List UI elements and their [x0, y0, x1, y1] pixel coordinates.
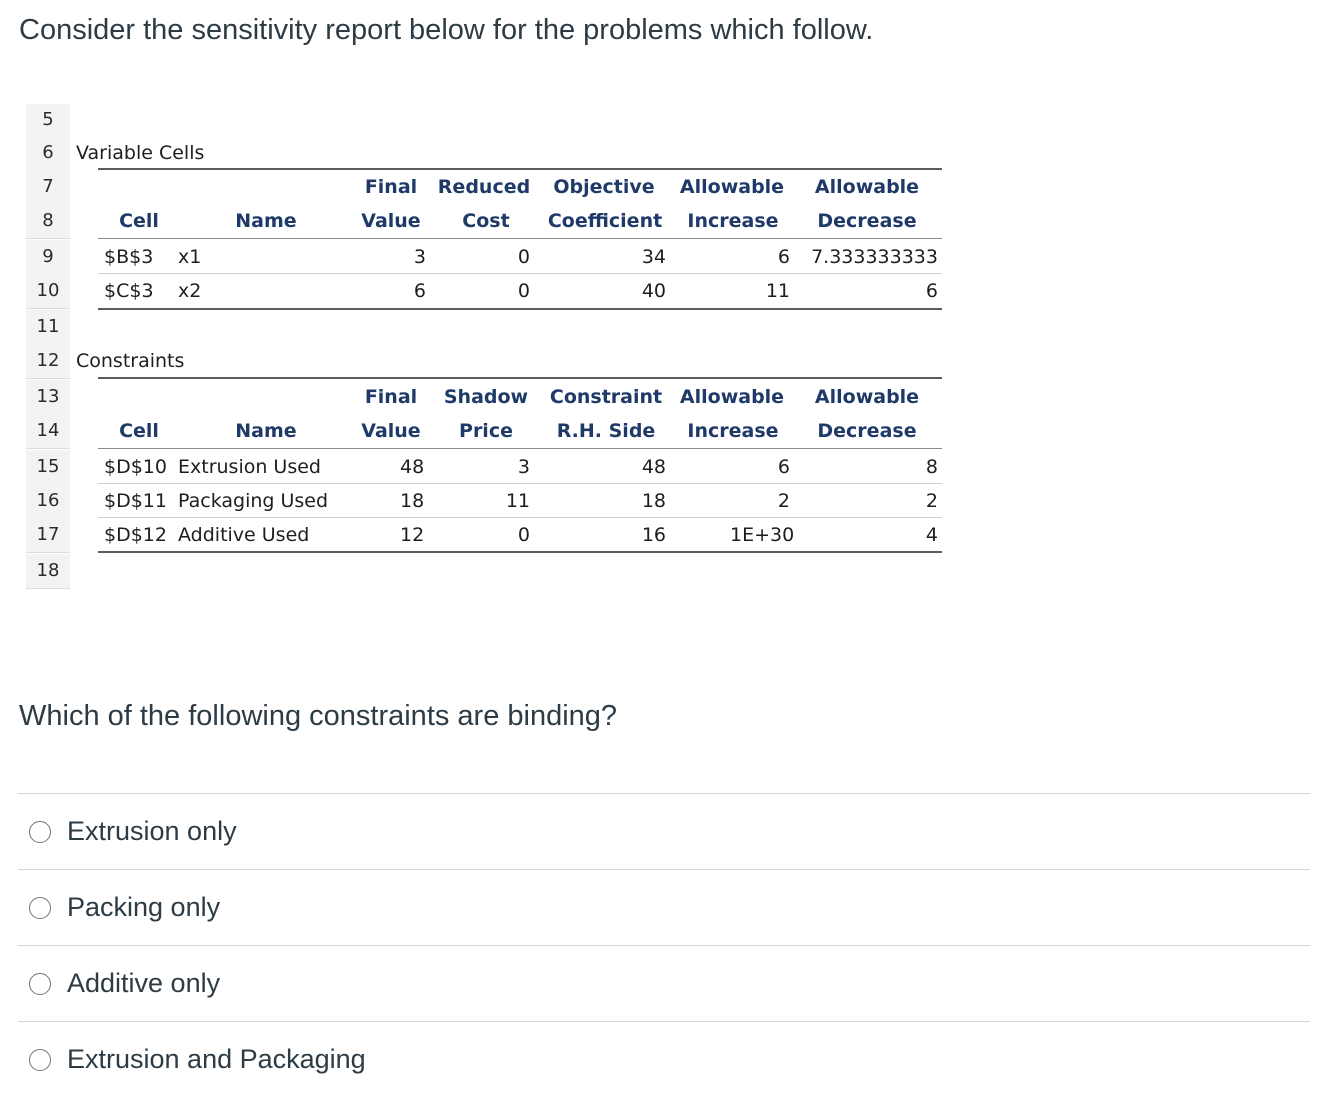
column-header: Increase [687, 210, 779, 232]
column-header: Price [459, 420, 513, 442]
column-header: Constraint [549, 386, 663, 408]
cell-ref: $C$3 [104, 280, 154, 302]
rhs-value: 16 [641, 524, 666, 546]
table-rule [98, 448, 942, 449]
table-rule [98, 551, 942, 553]
column-header: Increase [687, 420, 779, 442]
allowable-decrease: 8 [925, 456, 938, 478]
row-number: 15 [26, 450, 70, 485]
column-header: Final [364, 176, 418, 198]
cell-ref: $B$3 [104, 246, 154, 268]
row-number: 5 [26, 104, 70, 137]
column-header: Coefficient [547, 210, 663, 232]
final-value: 48 [400, 456, 425, 478]
column-header: Objective [553, 176, 655, 198]
allowable-increase: 6 [777, 246, 790, 268]
column-header: Allowable [679, 176, 785, 198]
answer-option[interactable] [18, 945, 1310, 1021]
rhs-value: 18 [641, 490, 666, 512]
allowable-decrease: 2 [925, 490, 938, 512]
cell-ref: $D$10 [104, 456, 167, 478]
objective-coefficient: 40 [641, 280, 666, 302]
table-rule [98, 238, 942, 239]
final-value: 6 [413, 280, 426, 302]
answer-option[interactable] [18, 869, 1310, 945]
column-header: Allowable [679, 386, 785, 408]
row-number: 6 [26, 136, 70, 171]
reduced-cost: 0 [517, 280, 530, 302]
row-number: 16 [26, 484, 70, 519]
column-header: Value [361, 420, 421, 442]
answer-option[interactable] [18, 1021, 1310, 1097]
final-value: 12 [400, 524, 425, 546]
answer-label: Additive only [67, 968, 221, 998]
question-text: Which of the following constraints are binding? [19, 700, 618, 732]
table-rule [98, 308, 942, 310]
row-number: 10 [26, 274, 70, 309]
column-header: Cell [119, 420, 159, 442]
radio-button[interactable] [29, 821, 51, 843]
allowable-decrease: 7.333333333 [811, 246, 938, 268]
row-number: 7 [26, 170, 70, 205]
column-header: Allowable [814, 386, 920, 408]
table-rule [98, 377, 942, 379]
constraints-title: Constraints [76, 350, 185, 372]
row-number: 17 [26, 518, 70, 553]
row-number: 13 [26, 380, 70, 415]
column-header: Reduced [437, 176, 531, 198]
cell-ref: $D$12 [104, 524, 167, 546]
variable-cells-title: Variable Cells [76, 142, 205, 164]
column-header: Cell [119, 210, 159, 232]
answer-list [18, 793, 1310, 1097]
reduced-cost: 0 [517, 246, 530, 268]
shadow-price: 3 [517, 456, 530, 478]
row-number: 18 [26, 554, 70, 589]
column-header: Cost [462, 210, 510, 232]
row-number: 8 [26, 204, 70, 239]
row-number: 12 [26, 344, 70, 379]
objective-coefficient: 34 [641, 246, 666, 268]
column-header: Decrease [817, 420, 917, 442]
row-number: 14 [26, 414, 70, 449]
allowable-increase: 1E+30 [730, 524, 795, 546]
column-header: Shadow [443, 386, 529, 408]
answer-label: Extrusion only [67, 816, 237, 846]
rhs-value: 48 [641, 456, 666, 478]
intro-text: Consider the sensitivity report below for the problems which follow. [19, 14, 874, 46]
final-value: 18 [400, 490, 425, 512]
column-header: Name [235, 420, 297, 442]
allowable-increase: 6 [777, 456, 790, 478]
allowable-increase: 11 [765, 280, 790, 302]
answer-label: Extrusion and Packaging [67, 1044, 366, 1074]
allowable-increase: 2 [777, 490, 790, 512]
column-header: Final [364, 386, 418, 408]
answer-label: Packing only [67, 892, 221, 922]
allowable-decrease: 4 [925, 524, 938, 546]
column-header: Allowable [814, 176, 920, 198]
column-header: Name [235, 210, 297, 232]
final-value: 3 [413, 246, 426, 268]
column-header: Value [361, 210, 421, 232]
row-number: 11 [26, 310, 70, 345]
cell-name: x1 [178, 246, 202, 268]
radio-button[interactable] [29, 1049, 51, 1071]
cell-name: x2 [178, 280, 202, 302]
column-header: R.H. Side [556, 420, 656, 442]
shadow-price: 11 [505, 490, 530, 512]
cell-name: Additive Used [178, 524, 310, 546]
answer-option[interactable] [18, 793, 1310, 869]
radio-button[interactable] [29, 973, 51, 995]
cell-ref: $D$11 [104, 490, 167, 512]
allowable-decrease: 6 [925, 280, 938, 302]
cell-name: Extrusion Used [178, 456, 321, 478]
shadow-price: 0 [517, 524, 530, 546]
radio-button[interactable] [29, 897, 51, 919]
cell-name: Packaging Used [178, 490, 329, 512]
column-header: Decrease [817, 210, 917, 232]
sensitivity-report-image [26, 104, 956, 584]
row-number: 9 [26, 240, 70, 275]
